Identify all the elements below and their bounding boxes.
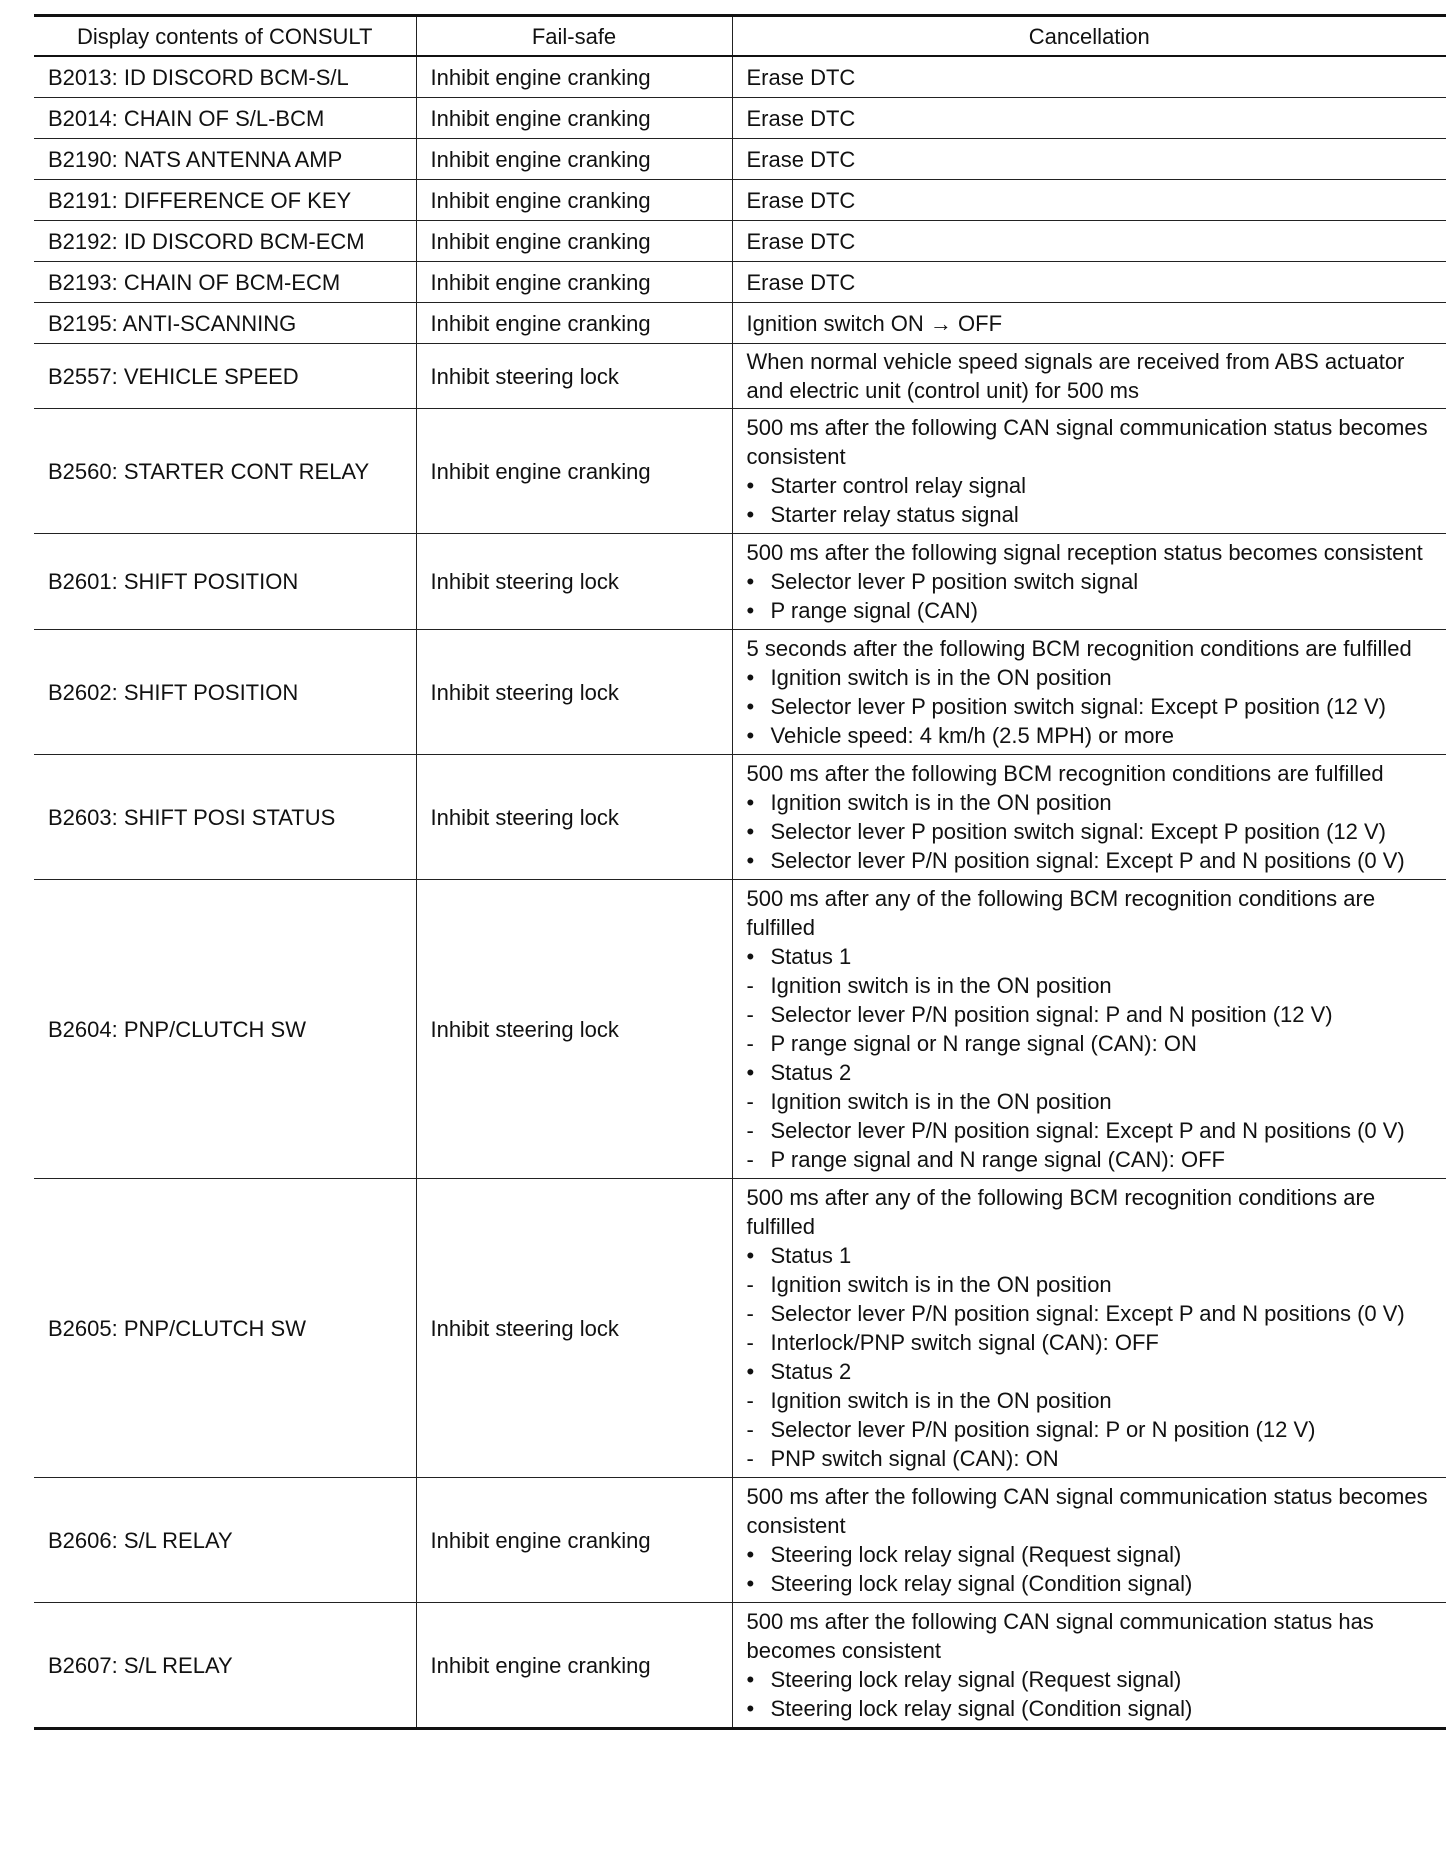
bullet-marker: •	[746, 1243, 755, 1268]
cell-display-contents: B2602: SHIFT POSITION	[34, 630, 416, 755]
table-header-row	[34, 16, 1446, 57]
cancellation-text: 500 ms after any of the following BCM recognition conditions are fulfilled	[746, 886, 1376, 940]
bullet-marker: •	[746, 1060, 755, 1085]
cancellation-text: Erase DTC	[746, 64, 856, 90]
list-item	[747, 1569, 1433, 1598]
cell-cancellation	[732, 262, 1446, 303]
cell-display-contents: B2192: ID DISCORD BCM-ECM	[34, 221, 416, 262]
cell-fail-safe: Inhibit engine cranking	[416, 139, 732, 180]
cancellation-text: 500 ms after the following CAN signal communication status becomes consistent	[746, 415, 1428, 469]
cell-fail-safe: Inhibit engine cranking	[416, 1603, 732, 1729]
list-item	[747, 1444, 1433, 1473]
cell-display-contents: B2603: SHIFT POSI STATUS	[34, 755, 416, 880]
dash-marker: -	[746, 1301, 754, 1326]
dash-marker: -	[746, 1031, 754, 1056]
list-item	[747, 942, 1433, 971]
cell-fail-safe: Inhibit engine cranking	[416, 221, 732, 262]
table-row	[34, 755, 1446, 880]
list-item-text: Ignition switch is in the ON position	[770, 790, 1112, 815]
cancellation-text: Erase DTC	[746, 105, 856, 131]
list-item-text: P range signal (CAN)	[770, 598, 978, 623]
list-item	[747, 721, 1433, 750]
cancellation-text: When normal vehicle speed signals are received from ABS actuator and electric unit (control unit) for 500 ms	[746, 349, 1405, 403]
table-row	[34, 409, 1446, 534]
bullet-marker: •	[746, 1571, 755, 1596]
cell-display-contents: B2195: ANTI-SCANNING	[34, 303, 416, 344]
cancellation-text: 5 seconds after the following BCM recognition conditions are fulfilled	[746, 636, 1412, 661]
cell-cancellation	[732, 98, 1446, 139]
bullet-marker: •	[746, 723, 755, 748]
list-item	[747, 1116, 1433, 1145]
list-item-text: Status 1	[770, 1243, 852, 1268]
list-item	[747, 817, 1433, 846]
list-item	[747, 1415, 1433, 1444]
cancellation-condition-list	[747, 1241, 1433, 1473]
cell-display-contents: B2191: DIFFERENCE OF KEY	[34, 180, 416, 221]
cancellation-condition-list	[747, 788, 1433, 875]
cancellation-condition-list	[747, 942, 1433, 1174]
list-item	[747, 663, 1433, 692]
cell-fail-safe: Inhibit steering lock	[416, 534, 732, 630]
list-item	[747, 500, 1433, 529]
list-item-text: P range signal and N range signal (CAN): OFF	[770, 1147, 1225, 1172]
cell-display-contents: B2601: SHIFT POSITION	[34, 534, 416, 630]
bullet-marker: •	[746, 790, 755, 815]
list-item	[747, 1145, 1433, 1174]
table-row	[34, 1179, 1446, 1478]
cancellation-text: Erase DTC	[746, 146, 856, 172]
list-item	[747, 1270, 1433, 1299]
table-row	[34, 56, 1446, 98]
dash-marker: -	[746, 1089, 754, 1114]
list-item	[747, 971, 1433, 1000]
cell-cancellation	[732, 755, 1446, 880]
table-row	[34, 303, 1446, 344]
cell-fail-safe: Inhibit engine cranking	[416, 180, 732, 221]
dash-marker: -	[746, 1446, 754, 1471]
cell-fail-safe: Inhibit engine cranking	[416, 303, 732, 344]
list-item-text: Steering lock relay signal (Condition signal)	[770, 1571, 1193, 1596]
cell-display-contents: B2557: VEHICLE SPEED	[34, 344, 416, 409]
failsafe-table-container	[34, 14, 1446, 1730]
cancellation-text: 500 ms after the following CAN signal communication status becomes consistent	[746, 1484, 1428, 1538]
cell-cancellation	[732, 344, 1446, 409]
cell-cancellation	[732, 1179, 1446, 1478]
dash-marker: -	[746, 1330, 754, 1355]
bullet-marker: •	[746, 694, 755, 719]
list-item	[747, 846, 1433, 875]
list-item-text: Selector lever P/N position signal: P or N position (12 V)	[770, 1417, 1316, 1442]
cell-cancellation	[732, 180, 1446, 221]
list-item	[747, 1087, 1433, 1116]
table-row	[34, 880, 1446, 1179]
cell-fail-safe: Inhibit steering lock	[416, 1179, 732, 1478]
list-item-text: Status 2	[770, 1060, 852, 1085]
list-item	[747, 596, 1433, 625]
list-item	[747, 1540, 1433, 1569]
list-item-text: Selector lever P/N position signal: Except P and N positions (0 V)	[770, 1118, 1405, 1143]
dash-marker: -	[746, 1417, 754, 1442]
list-item	[747, 1357, 1433, 1386]
bullet-marker: •	[746, 848, 755, 873]
list-item-text: Selector lever P/N position signal: P and N position (12 V)	[770, 1002, 1333, 1027]
table-row	[34, 1478, 1446, 1603]
cancellation-condition-list	[747, 1665, 1433, 1723]
table-row	[34, 1603, 1446, 1729]
table-row	[34, 139, 1446, 180]
cell-cancellation	[732, 630, 1446, 755]
cell-fail-safe: Inhibit steering lock	[416, 630, 732, 755]
cell-display-contents: B2607: S/L RELAY	[34, 1603, 416, 1729]
list-item-text: Steering lock relay signal (Request signal)	[770, 1667, 1182, 1692]
cell-display-contents: B2606: S/L RELAY	[34, 1478, 416, 1603]
table-body	[34, 56, 1446, 1729]
bullet-marker: •	[746, 665, 755, 690]
bullet-marker: •	[746, 1359, 755, 1384]
cell-display-contents: B2014: CHAIN OF S/L-BCM	[34, 98, 416, 139]
dash-marker: -	[746, 1388, 754, 1413]
list-item-text: Selector lever P/N position signal: Except P and N positions (0 V)	[770, 848, 1405, 873]
cell-fail-safe: Inhibit steering lock	[416, 880, 732, 1179]
header-display-contents: Display contents of CONSULT	[34, 16, 416, 57]
dash-marker: -	[746, 1147, 754, 1172]
cell-fail-safe: Inhibit steering lock	[416, 755, 732, 880]
cell-cancellation	[732, 303, 1446, 344]
list-item-text: Selector lever P position switch signal: Except P position (12 V)	[770, 819, 1386, 844]
list-item-text: Interlock/PNP switch signal (CAN): OFF	[770, 1330, 1159, 1355]
cell-display-contents: B2193: CHAIN OF BCM-ECM	[34, 262, 416, 303]
cell-cancellation	[732, 221, 1446, 262]
cancellation-text: 500 ms after the following CAN signal communication status has becomes consistent	[746, 1609, 1374, 1663]
table-row	[34, 534, 1446, 630]
list-item	[747, 788, 1433, 817]
cancellation-condition-list	[747, 471, 1433, 529]
cancellation-condition-list	[747, 663, 1433, 750]
list-item-text: PNP switch signal (CAN): ON	[770, 1446, 1059, 1471]
table-row	[34, 344, 1446, 409]
dash-marker: -	[746, 1272, 754, 1297]
cancellation-text: Erase DTC	[746, 269, 856, 295]
cell-display-contents: B2604: PNP/CLUTCH SW	[34, 880, 416, 1179]
cell-fail-safe: Inhibit steering lock	[416, 344, 732, 409]
dash-marker: -	[746, 973, 754, 998]
cancellation-condition-list	[747, 567, 1433, 625]
cell-fail-safe: Inhibit engine cranking	[416, 56, 732, 98]
cancellation-text: 500 ms after the following signal reception status becomes consistent	[746, 540, 1423, 565]
list-item-text: Selector lever P position switch signal	[770, 569, 1139, 594]
cell-cancellation	[732, 56, 1446, 98]
list-item	[747, 1328, 1433, 1357]
list-item-text: Ignition switch is in the ON position	[770, 1272, 1112, 1297]
bullet-marker: •	[746, 819, 755, 844]
list-item-text: Vehicle speed: 4 km/h (2.5 MPH) or more	[770, 723, 1174, 748]
list-item-text: Ignition switch is in the ON position	[770, 973, 1112, 998]
table-row	[34, 630, 1446, 755]
table-row	[34, 98, 1446, 139]
list-item	[747, 692, 1433, 721]
bullet-marker: •	[746, 944, 755, 969]
cell-fail-safe: Inhibit engine cranking	[416, 1478, 732, 1603]
list-item	[747, 567, 1433, 596]
bullet-marker: •	[746, 473, 755, 498]
bullet-marker: •	[746, 1667, 755, 1692]
list-item-text: Starter relay status signal	[770, 502, 1019, 527]
cell-display-contents: B2190: NATS ANTENNA AMP	[34, 139, 416, 180]
list-item-text: Ignition switch is in the ON position	[770, 1089, 1112, 1114]
failsafe-table	[34, 14, 1446, 1730]
list-item-text: Steering lock relay signal (Condition signal)	[770, 1696, 1193, 1721]
header-fail-safe: Fail-safe	[416, 16, 732, 57]
cell-cancellation	[732, 880, 1446, 1179]
cancellation-text: 500 ms after any of the following BCM recognition conditions are fulfilled	[746, 1185, 1376, 1239]
cell-fail-safe: Inhibit engine cranking	[416, 409, 732, 534]
cell-display-contents: B2013: ID DISCORD BCM-S/L	[34, 56, 416, 98]
list-item-text: Starter control relay signal	[770, 473, 1027, 498]
header-cancellation: Cancellation	[732, 16, 1446, 57]
list-item-text: Steering lock relay signal (Request signal)	[770, 1542, 1182, 1567]
list-item	[747, 1299, 1433, 1328]
list-item	[747, 1241, 1433, 1270]
cancellation-text: Erase DTC	[746, 228, 856, 254]
list-item	[747, 1665, 1433, 1694]
list-item-text: Selector lever P/N position signal: Except P and N positions (0 V)	[770, 1301, 1405, 1326]
bullet-marker: •	[746, 502, 755, 527]
list-item-text: Status 2	[770, 1359, 852, 1384]
cell-fail-safe: Inhibit engine cranking	[416, 98, 732, 139]
bullet-marker: •	[746, 1542, 755, 1567]
list-item	[747, 1029, 1433, 1058]
cancellation-text: 500 ms after the following BCM recognition conditions are fulfilled	[746, 761, 1384, 786]
table-row	[34, 262, 1446, 303]
cell-cancellation	[732, 1603, 1446, 1729]
list-item-text: Ignition switch is in the ON position	[770, 1388, 1112, 1413]
list-item-text: Selector lever P position switch signal: Except P position (12 V)	[770, 694, 1386, 719]
table-row	[34, 180, 1446, 221]
cancellation-text: Ignition switch ON → OFF	[746, 310, 1003, 336]
cell-display-contents: B2605: PNP/CLUTCH SW	[34, 1179, 416, 1478]
bullet-marker: •	[746, 598, 755, 623]
bullet-marker: •	[746, 569, 755, 594]
bullet-marker: •	[746, 1696, 755, 1721]
list-item	[747, 1000, 1433, 1029]
dash-marker: -	[746, 1118, 754, 1143]
cell-cancellation	[732, 409, 1446, 534]
list-item-text: P range signal or N range signal (CAN): ON	[770, 1031, 1197, 1056]
cell-display-contents: B2560: STARTER CONT RELAY	[34, 409, 416, 534]
dash-marker: -	[746, 1002, 754, 1027]
cell-cancellation	[732, 139, 1446, 180]
list-item	[747, 1386, 1433, 1415]
cancellation-text: Erase DTC	[746, 187, 856, 213]
cell-fail-safe: Inhibit engine cranking	[416, 262, 732, 303]
cell-cancellation	[732, 1478, 1446, 1603]
list-item	[747, 471, 1433, 500]
list-item	[747, 1694, 1433, 1723]
list-item	[747, 1058, 1433, 1087]
list-item-text: Ignition switch is in the ON position	[770, 665, 1112, 690]
cancellation-condition-list	[747, 1540, 1433, 1598]
cell-cancellation	[732, 534, 1446, 630]
list-item-text: Status 1	[770, 944, 852, 969]
table-row	[34, 221, 1446, 262]
